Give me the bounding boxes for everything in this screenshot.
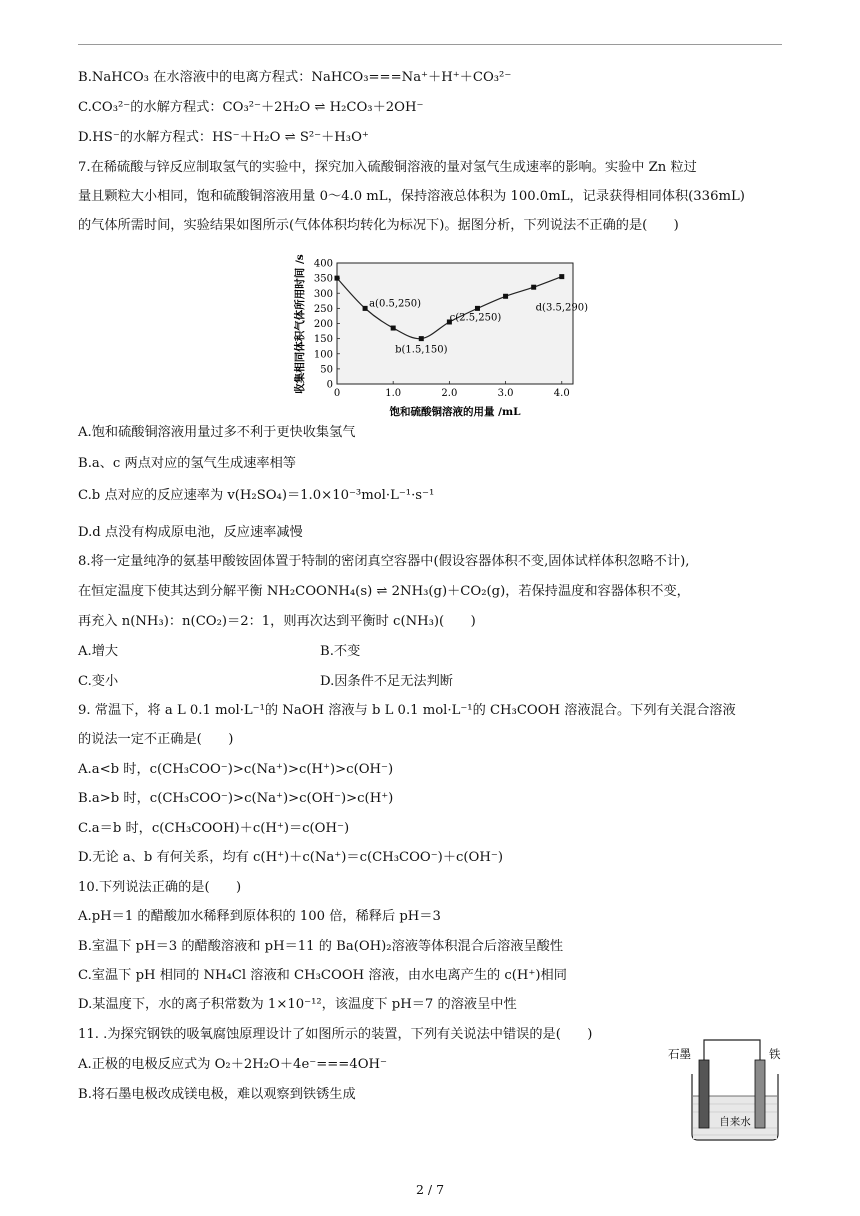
text-line: D.HS⁻的水解方程式：HS⁻＋H₂O ⇌ S²⁻＋H₃O⁺ (78, 130, 369, 145)
y-tick-label: 250 (313, 303, 333, 315)
point-annotation: c(2.5,250) (449, 312, 502, 324)
y-tick-label: 0 (326, 379, 333, 391)
text-line: 11. .为探究钢铁的吸氧腐蚀原理设计了如图所示的装置，下列有关说法中错误的是( ) (78, 1027, 593, 1042)
text-line: C.a＝b 时，c(CH₃COOH)＋c(H⁺)＝c(OH⁻) (78, 821, 350, 836)
water-label: 自来水 (719, 1116, 751, 1128)
text-line: A.pH＝1 的醋酸加水稀释到原体积的 100 倍，稀释后 pH＝3 (78, 909, 441, 924)
y-tick-label: 150 (313, 334, 333, 346)
text-line: D.某温度下，水的离子积常数为 1×10⁻¹²，该温度下 pH＝7 的溶液呈中性 (78, 997, 517, 1012)
page-number: 2 / 7 (415, 1182, 445, 1197)
graphite-electrode (699, 1060, 709, 1128)
text-line: 10.下列说法正确的是( ) (78, 880, 242, 895)
text-line: D.无论 a、b 有何关系，均有 c(H⁺)＋c(Na⁺)＝c(CH₃COO⁻)＋c(OH⁻) (78, 850, 503, 865)
data-point (503, 294, 508, 299)
text-line: A.增大 (78, 644, 119, 659)
text-line: 7.在稀硫酸与锌反应制取氢气的实验中，探究加入硫酸铜溶液的量对氢气生成速率的影响。实验中 Zn 粒过 (78, 160, 697, 175)
text-line: B.将石墨电极改成镁电极，难以观察到铁锈生成 (78, 1087, 356, 1102)
text-line: B.a>b 时，c(CH₃COO⁻)>c(Na⁺)>c(OH⁻)>c(H⁺) (78, 791, 394, 806)
data-point (559, 274, 564, 279)
point-annotation: b(1.5,150) (395, 344, 448, 356)
x-tick-label: 2.0 (441, 388, 458, 399)
text-line: 的气体所需时间，实验结果如图所示(气体体积均转化为标况下)。据图分析，下列说法不正确的是( ) (78, 218, 679, 233)
data-point (335, 276, 340, 281)
connecting-wire (704, 1040, 760, 1060)
text-line: C.室温下 pH 相同的 NH₄Cl 溶液和 CH₃COOH 溶液，由水电离产生的 c(H⁺)相同 (78, 968, 567, 983)
text-line: B.NaHCO₃ 在水溶液中的电离方程式：NaHCO₃===Na⁺＋H⁺＋CO₃²⁻ (78, 70, 512, 85)
plot-frame (337, 263, 573, 384)
text-line: 在恒定温度下使其达到分解平衡 NH₂COONH₄(s) ⇌ 2NH₃(g)＋CO₂(g)，若保持温度和容器体积不变， (78, 584, 690, 599)
data-point (419, 336, 424, 341)
y-tick-label: 50 (320, 364, 333, 376)
text-line: 再充入 n(NH₃)：n(CO₂)＝2：1，则再次达到平衡时 c(NH₃)( ) (78, 614, 476, 629)
data-point (475, 306, 480, 311)
text-line: 8.将一定量纯净的氨基甲酸铵固体置于特制的密闭真空容器中(假设容器体积不变,固体试样体积忽略不计), (78, 554, 690, 569)
graphite-label: 石墨 (668, 1047, 691, 1061)
data-point (531, 285, 536, 290)
x-tick-label: 3.0 (497, 388, 514, 399)
text-line: D.d 点没有构成原电池，反应速率减慢 (78, 525, 303, 540)
text-line: C.CO₃²⁻的水解方程式：CO₃²⁻＋2H₂O ⇌ H₂CO₃＋2OH⁻ (78, 100, 424, 115)
point-annotation: d(3.5,290) (535, 302, 589, 314)
x-tick-label: 4.0 (553, 388, 570, 399)
text-line: A.正极的电极反应式为 O₂＋2H₂O＋4e⁻===4OH⁻ (78, 1057, 388, 1072)
text-line: 的说法一定不正确是( ) (78, 732, 234, 747)
data-point (391, 326, 396, 331)
option-text: B.不变 (320, 644, 361, 659)
point-annotation: a(0.5,250) (369, 298, 422, 310)
reaction-time-chart (292, 254, 589, 424)
text-line: B.a、c 两点对应的氢气生成速率相等 (78, 456, 296, 471)
apparatus-diagram (668, 1034, 792, 1146)
header-rule (78, 44, 782, 45)
y-tick-label: 400 (313, 258, 333, 270)
x-axis-label: 饱和硫酸铜溶液的用量 /mL (389, 406, 521, 418)
text-line: 量且颗粒大小相同，饱和硫酸铜溶液用量 0～4.0 mL，保持溶液总体积为 100.0mL，记录获得相同体积(336mL) (78, 189, 745, 204)
text-line: C.b 点对应的反应速率为 v(H₂SO₄)＝1.0×10⁻³mol·L⁻¹·s⁻¹ (78, 488, 435, 503)
iron-electrode (755, 1060, 765, 1128)
iron-label: 铁 (769, 1047, 781, 1061)
y-tick-label: 300 (313, 288, 333, 300)
x-tick-label: 1.0 (385, 388, 402, 399)
data-point (363, 306, 368, 311)
text-line: A.饱和硫酸铜溶液用量过多不利于更快收集氢气 (78, 425, 356, 440)
text-line: C.变小 (78, 674, 119, 689)
text-line: A.a<b 时，c(CH₃COO⁻)>c(Na⁺)>c(H⁺)>c(OH⁻) (78, 762, 394, 777)
text-line: 9. 常温下，将 a L 0.1 mol·L⁻¹的 NaOH 溶液与 b L 0.1 mol·L⁻¹的 CH₃COOH 溶液混合。下列有关混合溶液 (78, 703, 736, 718)
text-line: B.室温下 pH＝3 的醋酸溶液和 pH＝11 的 Ba(OH)₂溶液等体积混合后溶液呈酸性 (78, 939, 564, 954)
x-tick-label: 0 (333, 388, 341, 399)
y-tick-label: 200 (313, 319, 333, 330)
y-axis-label: 收集相同体积气体所用时间 /s (294, 254, 306, 394)
y-tick-label: 100 (313, 349, 333, 361)
option-text: D.因条件不足无法判断 (320, 674, 453, 689)
y-tick-label: 350 (313, 273, 333, 285)
